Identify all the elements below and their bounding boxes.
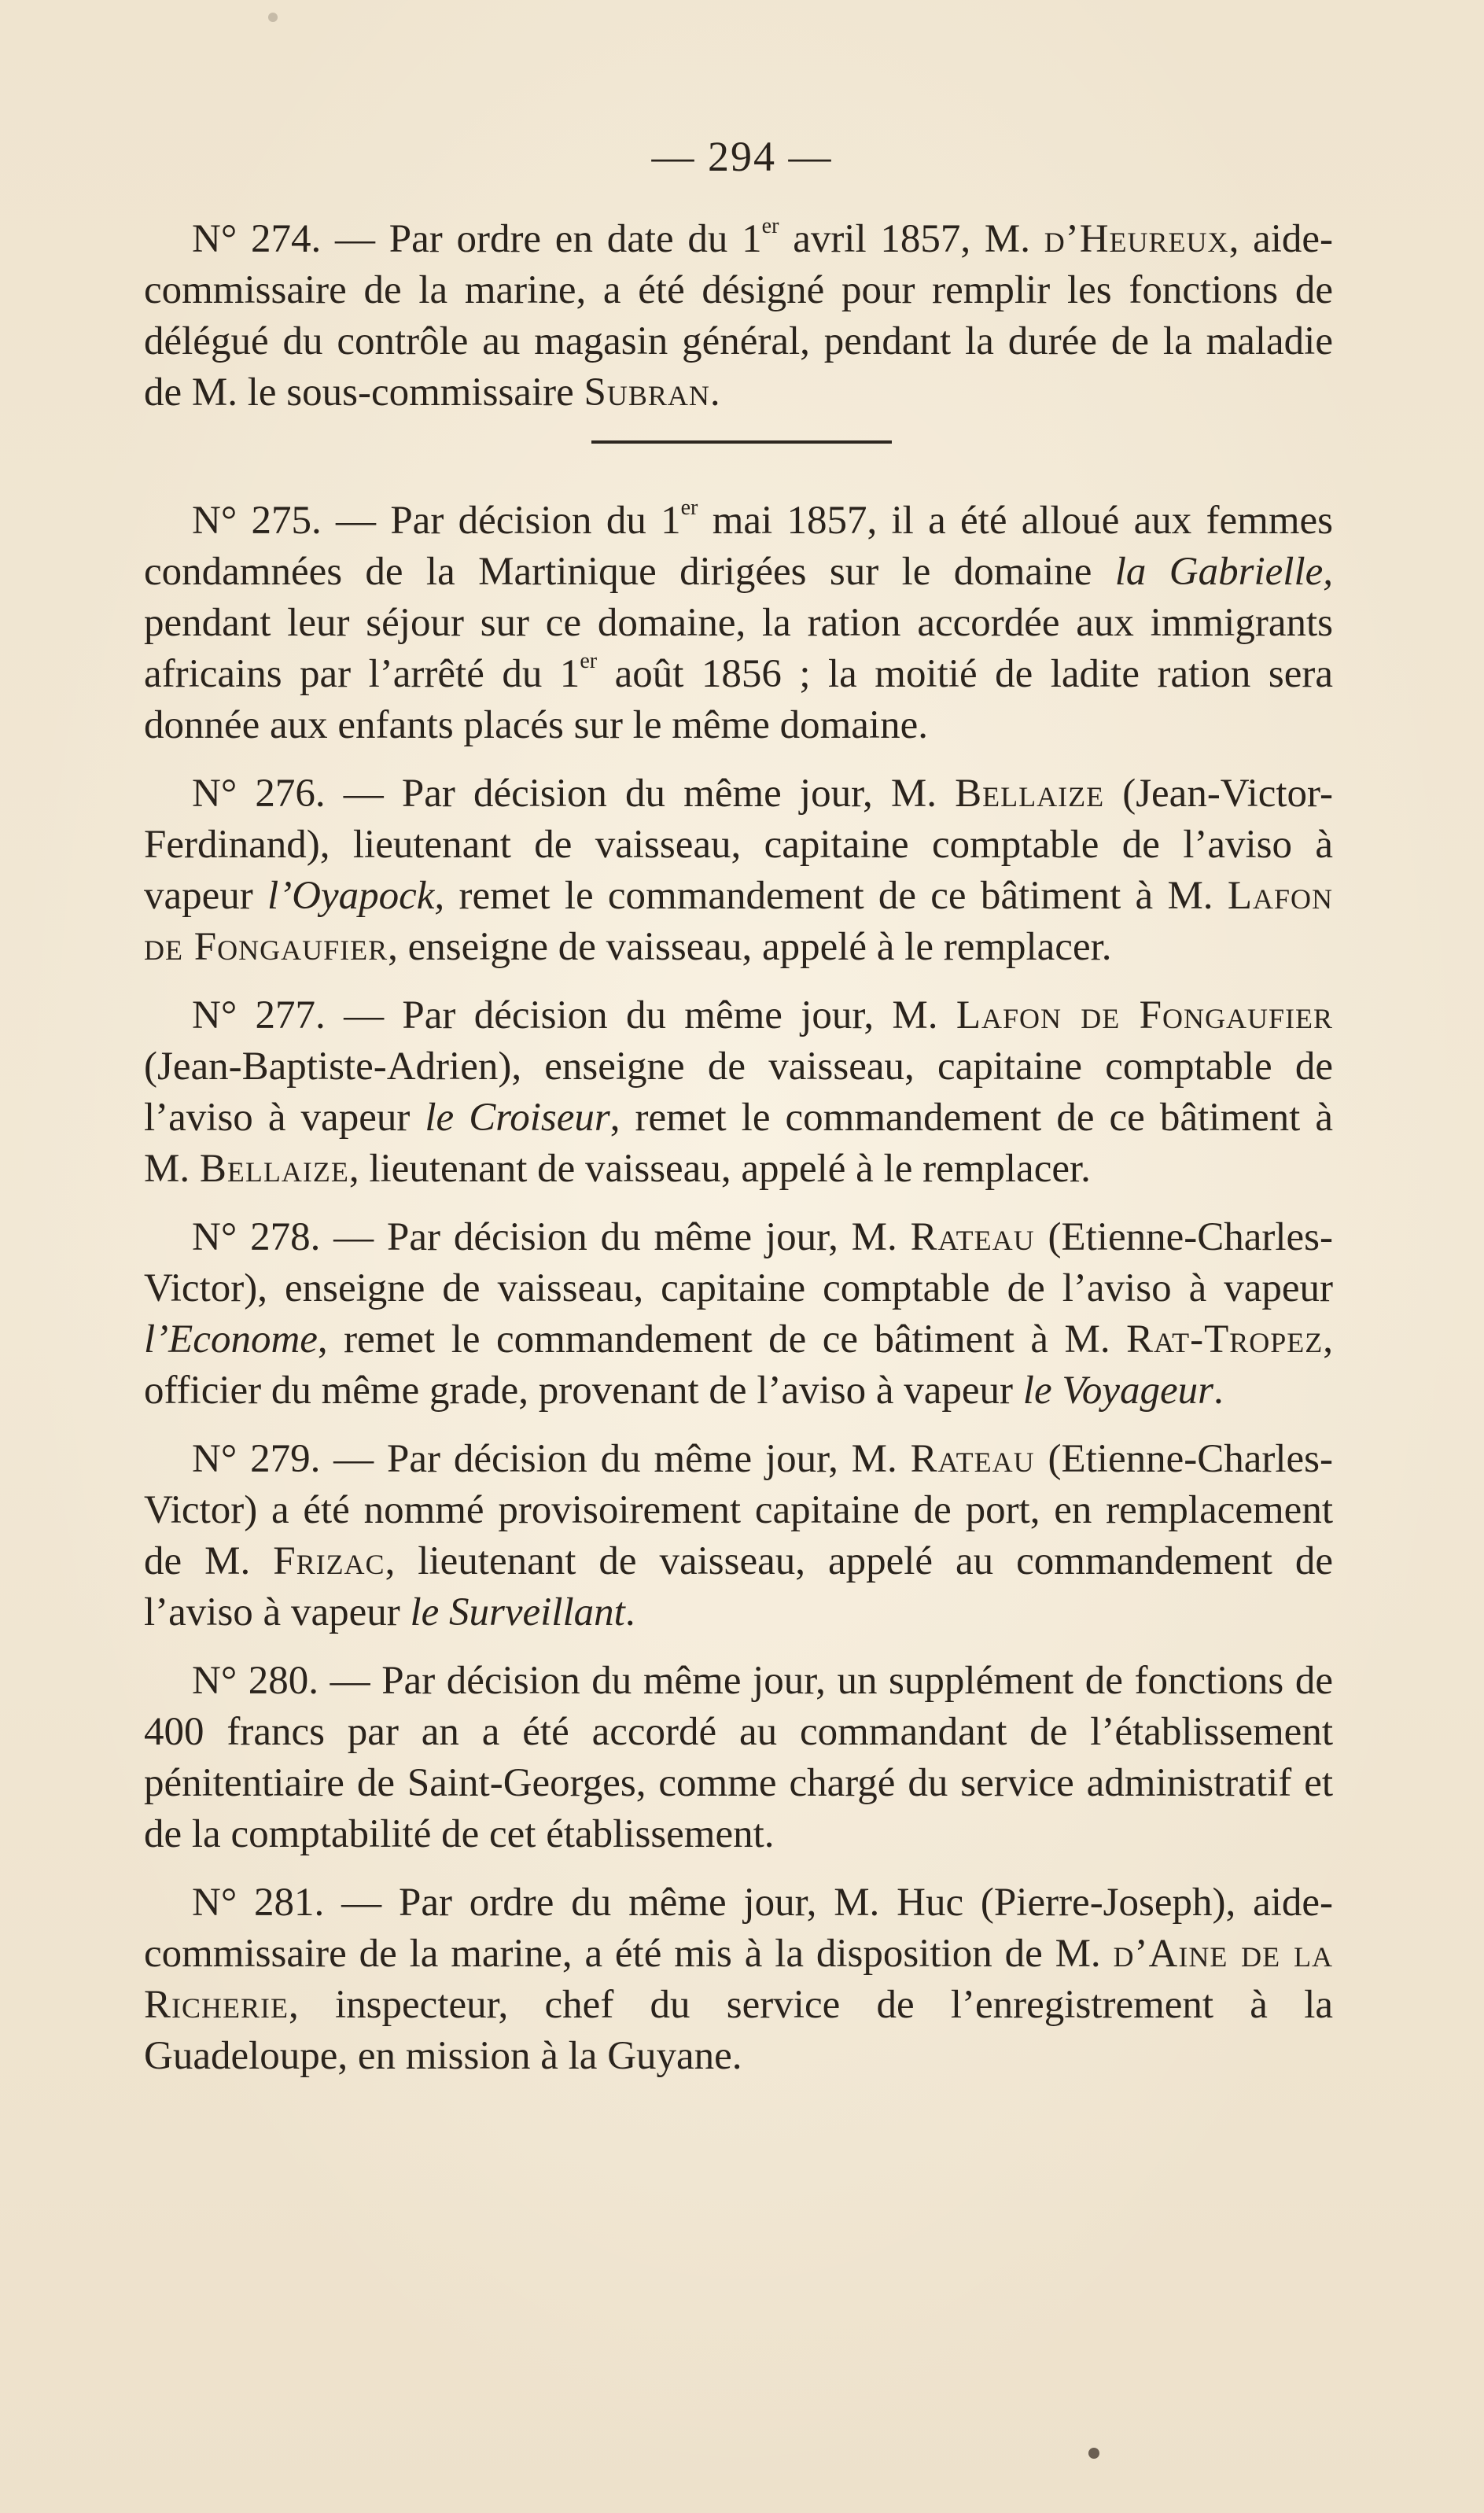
entry-275 [144,496,1333,751]
entry-277 [144,990,1333,1195]
entry-text: , aide-commissaire de la marine, a été désigné pour remplir les fonctions de délégué du contrôle au magasin général, pendant la durée de la maladie de M. le sous-commissaire [144,217,1333,415]
text-block-main [144,496,1333,2082]
entry-281 [144,1877,1333,2082]
entry-text: , remet le commandement de ce bâtiment à M. [144,1096,1333,1191]
ship-or-place-name: le Voyageur [1022,1369,1213,1413]
ink-speck [1088,2448,1099,2459]
ordinal-superscript: er [680,496,698,521]
person-name: Rateau [910,1215,1035,1259]
entry-text: N° 276. — Par décision du même jour, M. [192,772,956,816]
entry-274 [144,214,1333,418]
entry-text: , enseigne de vaisseau, appelé à le remplacer. [388,925,1112,969]
entry-text: N° 278. — Par décision du même jour, M. [192,1215,911,1259]
entry-text: . [624,1590,635,1634]
person-name: Subran [584,370,710,415]
entry-text: N° 281. — Par ordre du même jour, M. Huc (Pierre-Joseph), aide-commissaire de la marine, a été mis à la disposition de M. [144,1881,1333,1976]
entry-text: (Etienne-Charles-Victor), enseigne de vaisseau, capitaine comptable de l’aviso à vapeur [144,1215,1333,1310]
entry-text: , remet le commandement de ce bâtiment à M. [317,1317,1127,1362]
ship-or-place-name: le Surveillant [410,1590,625,1634]
page-number: — 294 — [651,133,833,180]
entry-text: , officier du même grade, provenant de l’aviso à vapeur [144,1317,1333,1413]
entry-text: . [1213,1369,1224,1413]
entry-276 [144,768,1333,973]
entry-279 [144,1434,1333,1638]
entry-text: pendant leur séjour sur ce domaine, la ration accordée aux immigrants africains par l’arrêté du 1 [144,601,1333,696]
entry-text: août 1856 ; la moitié de ladite ration sera donnée aux enfants placés sur le même domaine. [144,652,1333,747]
entry-text: N° 279. — Par décision du même jour, M. [192,1437,911,1481]
ship-or-place-name: l’Econome [144,1317,318,1362]
entry-280 [144,1656,1333,1860]
entry-text: mai 1857, il a été alloué aux femmes condamnées de la Martinique dirigées sur le domaine [144,499,1333,594]
person-name: Bellaize [199,1147,349,1191]
person-name: Rateau [910,1437,1035,1481]
text-block-top [144,214,1333,418]
ship-or-place-name: le Croiseur [425,1096,610,1140]
ship-or-place-name: la Gabrielle, [1114,550,1333,594]
entry-text: N° 275. — Par décision du 1 [192,499,681,543]
entry-text: remet le commandement de ce bâtiment à M. [444,874,1228,918]
entry-text: (Jean-Baptiste-Adrien), enseigne de vaisseau, capitaine comptable de l’aviso à vapeur [144,1045,1333,1140]
person-name: d’Aine de la Richerie [144,1932,1333,2027]
entry-text: , inspecteur, chef du service de l’enregistrement à la Guadeloupe, en mission à la Guyane. [144,1983,1333,2078]
person-name: Frizac [273,1539,385,1583]
ink-speck [268,13,278,22]
entry-text: , lieutenant de vaisseau, appelé au commandement de l’aviso à vapeur [144,1539,1334,1634]
entry-text: N° 280. — Par décision du même jour, un supplément de fonctions de 400 francs par an a été accordé au commandant de l’établissement pénitentiaire de Saint-Georges, comme chargé du service administratif et de la comptabilité de cet établissement. [144,1659,1333,1856]
person-name: Lafon de Fongaufier [144,874,1333,969]
entry-text: , lieutenant de vaisseau, appelé à le remplacer. [348,1147,1091,1191]
entry-text: N° 277. — Par décision du même jour, M. [192,993,956,1037]
entry-text: avril 1857, M. [779,217,1044,261]
entry-text: N° 274. — Par ordre en date du 1 [192,217,762,261]
ship-or-place-name: l’Oyapock, [267,874,445,918]
person-name: Bellaize [955,772,1105,816]
ordinal-superscript: er [580,649,598,674]
entry-text: (Etienne-Charles-Victor) a été nommé provisoirement capitaine de port, en remplacement de M. [144,1437,1333,1583]
section-divider [591,440,892,444]
person-name: Lafon de Fongaufier [956,993,1333,1037]
entry-278 [144,1212,1333,1417]
entry-text: (Jean-Victor-Ferdinand), lieutenant de vaisseau, capitaine comptable de l’aviso à vapeur [144,772,1333,918]
person-name: d’Heureux [1044,217,1229,261]
person-name: Rat-Tropez [1126,1317,1324,1362]
entry-text: . [709,370,720,415]
ordinal-superscript: er [761,214,779,239]
